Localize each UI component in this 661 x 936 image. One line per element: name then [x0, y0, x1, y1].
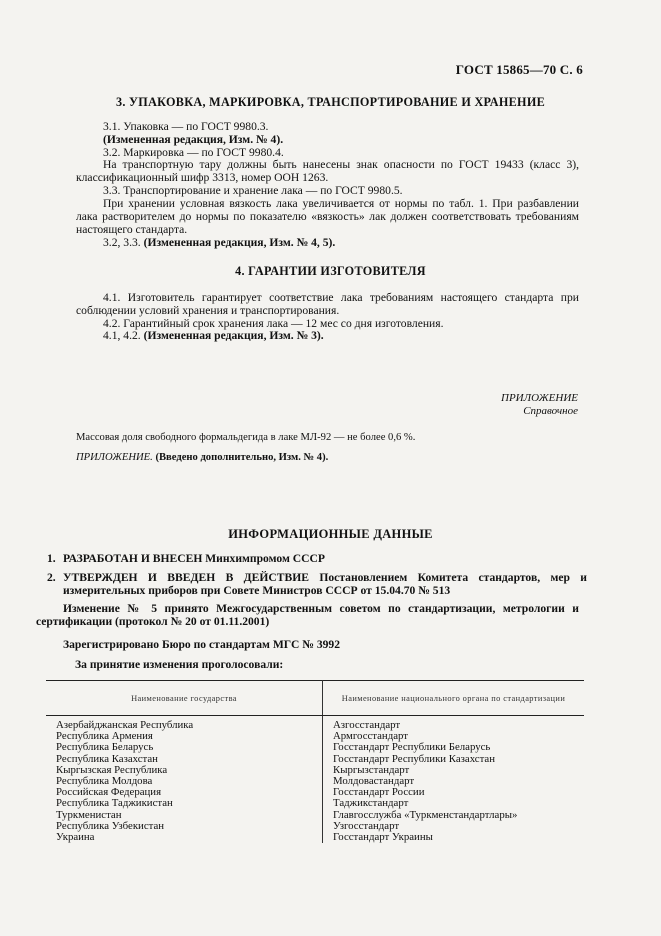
table-row — [46, 821, 584, 832]
table-row — [46, 716, 584, 732]
section3-p6: При хранении условная вязкость лака увеличивается от нормы по табл. 1. При разбавлении лака растворителем до нормы по показателю «вязкость» лак должен соответствовать требованиям настоящего стандарта. — [76, 197, 579, 237]
info-change: Изменение № 5 принято Межгосударственным советом по стандартизации, метрологии и сертификации (протокол № 20 от 01.11.2001) — [36, 602, 579, 629]
table-cell-country: Республика Таджикистан — [46, 798, 323, 809]
table-cell-country: Украина — [46, 832, 323, 843]
appendix-text: Массовая доля свободного формальдегида в лаке МЛ-92 — не более 0,6 %. — [76, 432, 416, 443]
table-cell-country: Республика Молдова — [46, 776, 323, 787]
info-voted: За принятие изменения проголосовали: — [75, 658, 284, 671]
info-item-1 — [47, 552, 587, 565]
info-item-2-num: 2. — [47, 571, 56, 584]
section3-p5: 3.3. Транспортирование и хранение лака — по ГОСТ 9980.5. — [103, 184, 403, 197]
table-cell-organ: Главгосслужба «Туркменстандартлары» — [333, 808, 518, 821]
appendix-subtitle: Справочное — [523, 405, 578, 417]
table-cell-country: Кыргызская Республика — [46, 765, 323, 776]
table-cell-country: Республика Узбекистан — [46, 821, 323, 832]
table-cell-organ: Госстандарт России — [333, 786, 425, 799]
table-cell-organ: Госстандарт Украины — [333, 831, 433, 844]
table-cell-country: Республика Беларусь — [46, 742, 323, 753]
table-cell-organ: Молдовастандарт — [333, 775, 415, 788]
section4-p3-bold: (Измененная редакция, Изм. № 3). — [143, 329, 324, 342]
table-cell-organ: Азгосстандарт — [333, 719, 401, 731]
table-cell-organ: Таджикстандарт — [333, 797, 409, 810]
appendix-note-italic: ПРИЛОЖЕНИЕ. — [76, 452, 153, 463]
section4-title: 4. ГАРАНТИИ ИЗГОТОВИТЕЛЯ — [235, 264, 426, 278]
section4-p3 — [76, 329, 579, 342]
table-cell-country: Российская Федерация — [46, 787, 323, 798]
info-item-1-text: РАЗРАБОТАН И ВНЕСЕН Минхимпромом СССР — [63, 552, 325, 565]
section3-p3: 3.2. Маркировка — по ГОСТ 9980.4. — [103, 146, 284, 159]
table-row — [46, 742, 584, 753]
appendix-title: ПРИЛОЖЕНИЕ — [501, 392, 578, 404]
appendix-note — [76, 451, 579, 464]
section3-p4: На транспортную тару должны быть нанесены знак опасности по ГОСТ 19433 (класс 3), классификационный шифр 3313, номер ООН 1263. — [76, 158, 579, 185]
table-cell-country: Азербайджанская Республика — [46, 716, 323, 732]
section3-p2: (Измененная редакция, Изм. № 4). — [103, 133, 284, 146]
table-row — [46, 832, 584, 843]
table-header-organ: Наименование национального органа по стандартизации — [323, 681, 585, 716]
section3-p7-bold: (Измененная редакция, Изм. № 4, 5). — [143, 236, 336, 249]
table-cell-organ: Армгосстандарт — [333, 730, 408, 743]
table-cell-organ: Кыргызстандарт — [333, 763, 410, 776]
table-cell-organ: Госстандарт Республики Казахстан — [333, 752, 495, 765]
table-row — [46, 798, 584, 809]
section4-p3-num: 4.1, 4.2. — [103, 329, 141, 342]
appendix-note-bold: (Введено дополнительно, Изм. № 4). — [155, 452, 329, 463]
section4-p1: 4.1. Изготовитель гарантирует соответствие лака требованиям настоящего стандарта при соблюдении условий хранения и транспортирования. — [76, 291, 579, 318]
table-cell-organ: Госстандарт Республики Беларусь — [333, 741, 491, 754]
countries-table — [46, 680, 584, 843]
section3-p7 — [76, 236, 579, 249]
section3-p1: 3.1. Упаковка — по ГОСТ 9980.3. — [103, 120, 269, 133]
table-cell-country: Республика Казахстан — [46, 754, 323, 765]
section3-p7-num: 3.2, 3.3. — [103, 236, 141, 249]
table-cell-country: Республика Армения — [46, 731, 323, 742]
table-header-row — [46, 681, 584, 716]
info-item-1-num: 1. — [47, 552, 56, 565]
info-title: ИНФОРМАЦИОННЫЕ ДАННЫЕ — [228, 527, 433, 541]
info-registered: Зарегистрировано Бюро по стандартам МГС № 3992 — [63, 638, 341, 651]
table-cell-organ: Узгосстандарт — [333, 819, 400, 832]
page-header: ГОСТ 15865—70 С. 6 — [455, 62, 583, 77]
table-header-country: Наименование государства — [46, 681, 323, 716]
section3-title: 3. УПАКОВКА, МАРКИРОВКА, ТРАНСПОРТИРОВАНИЕ И ХРАНЕНИЕ — [115, 95, 546, 109]
section4-p2: 4.2. Гарантийный срок хранения лака — 12 мес со дня изготовления. — [103, 317, 444, 330]
info-item-2-text: УТВЕРЖДЕН И ВВЕДЕН В ДЕЙСТВИЕ Постановлением Комитета стандартов, мер и измерительных приборов при Совете Министров СССР от 15.04.70 № 513 — [63, 571, 587, 598]
table-cell-country: Туркменистан — [46, 810, 323, 821]
info-item-2 — [47, 571, 587, 598]
